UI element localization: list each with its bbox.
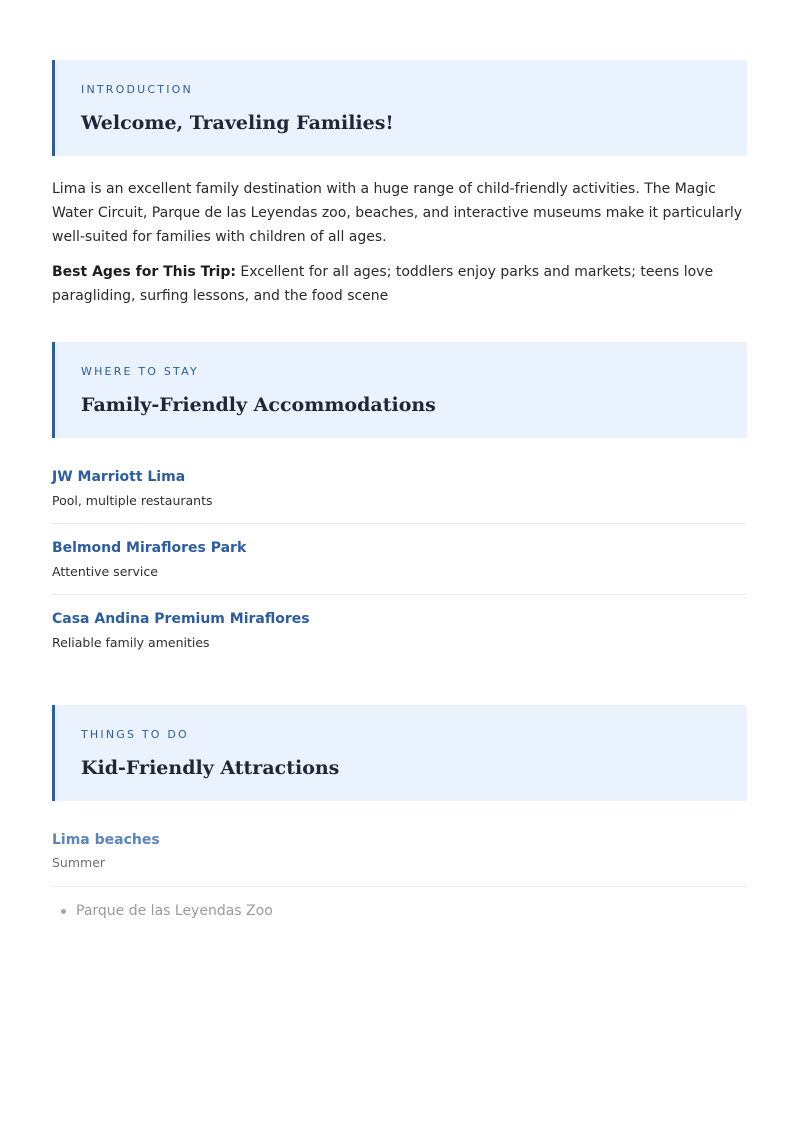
- stay-eyebrow: WHERE TO STAY: [81, 365, 199, 378]
- hotel-list: [52, 467, 747, 665]
- stay-title: Family-Friendly Accommodations: [81, 394, 436, 416]
- hotel-description: Reliable family amenities: [52, 635, 210, 650]
- intro-eyebrow: INTRODUCTION: [81, 83, 193, 96]
- todo-title: Kid-Friendly Attractions: [81, 757, 340, 779]
- intro-paragraph: Lima is an excellent family destination with a huge range of child-friendly activities. The Magic Water Circuit, Parque de las Leyendas zoo, beaches, and interactive museums make it particularly well-suited for families with children of all ages.: [52, 181, 743, 245]
- todo-eyebrow: THINGS TO DO: [81, 728, 189, 741]
- hotel-item: [52, 467, 747, 524]
- todo-section-header: [52, 705, 747, 801]
- hotel-name[interactable]: Casa Andina Premium Miraflores: [52, 611, 310, 627]
- intro-section-header: [52, 60, 747, 156]
- attraction-season: Summer: [52, 855, 106, 870]
- hotel-description: Attentive service: [52, 564, 158, 579]
- hotel-item: [52, 609, 747, 665]
- attraction-bullet-list: [52, 901, 747, 921]
- hotel-item: [52, 538, 747, 595]
- hotel-name[interactable]: JW Marriott Lima: [52, 469, 186, 485]
- best-ages-label: Best Ages for This Trip:: [52, 264, 236, 280]
- best-ages-text: Excellent for all ages; toddlers enjoy parks and markets; teens love paragliding, surfing lessons, and the food scene: [52, 264, 714, 304]
- intro-title: Welcome, Traveling Families!: [81, 112, 394, 134]
- attraction-list: [52, 830, 747, 887]
- attraction-item: [52, 830, 747, 887]
- best-ages-paragraph: [52, 260, 747, 308]
- stay-section-header: [52, 342, 747, 438]
- hotel-name[interactable]: Belmond Miraflores Park: [52, 540, 247, 556]
- attraction-name[interactable]: Lima beaches: [52, 832, 160, 848]
- hotel-description: Pool, multiple restaurants: [52, 493, 213, 508]
- list-item: Parque de las Leyendas Zoo: [76, 901, 747, 921]
